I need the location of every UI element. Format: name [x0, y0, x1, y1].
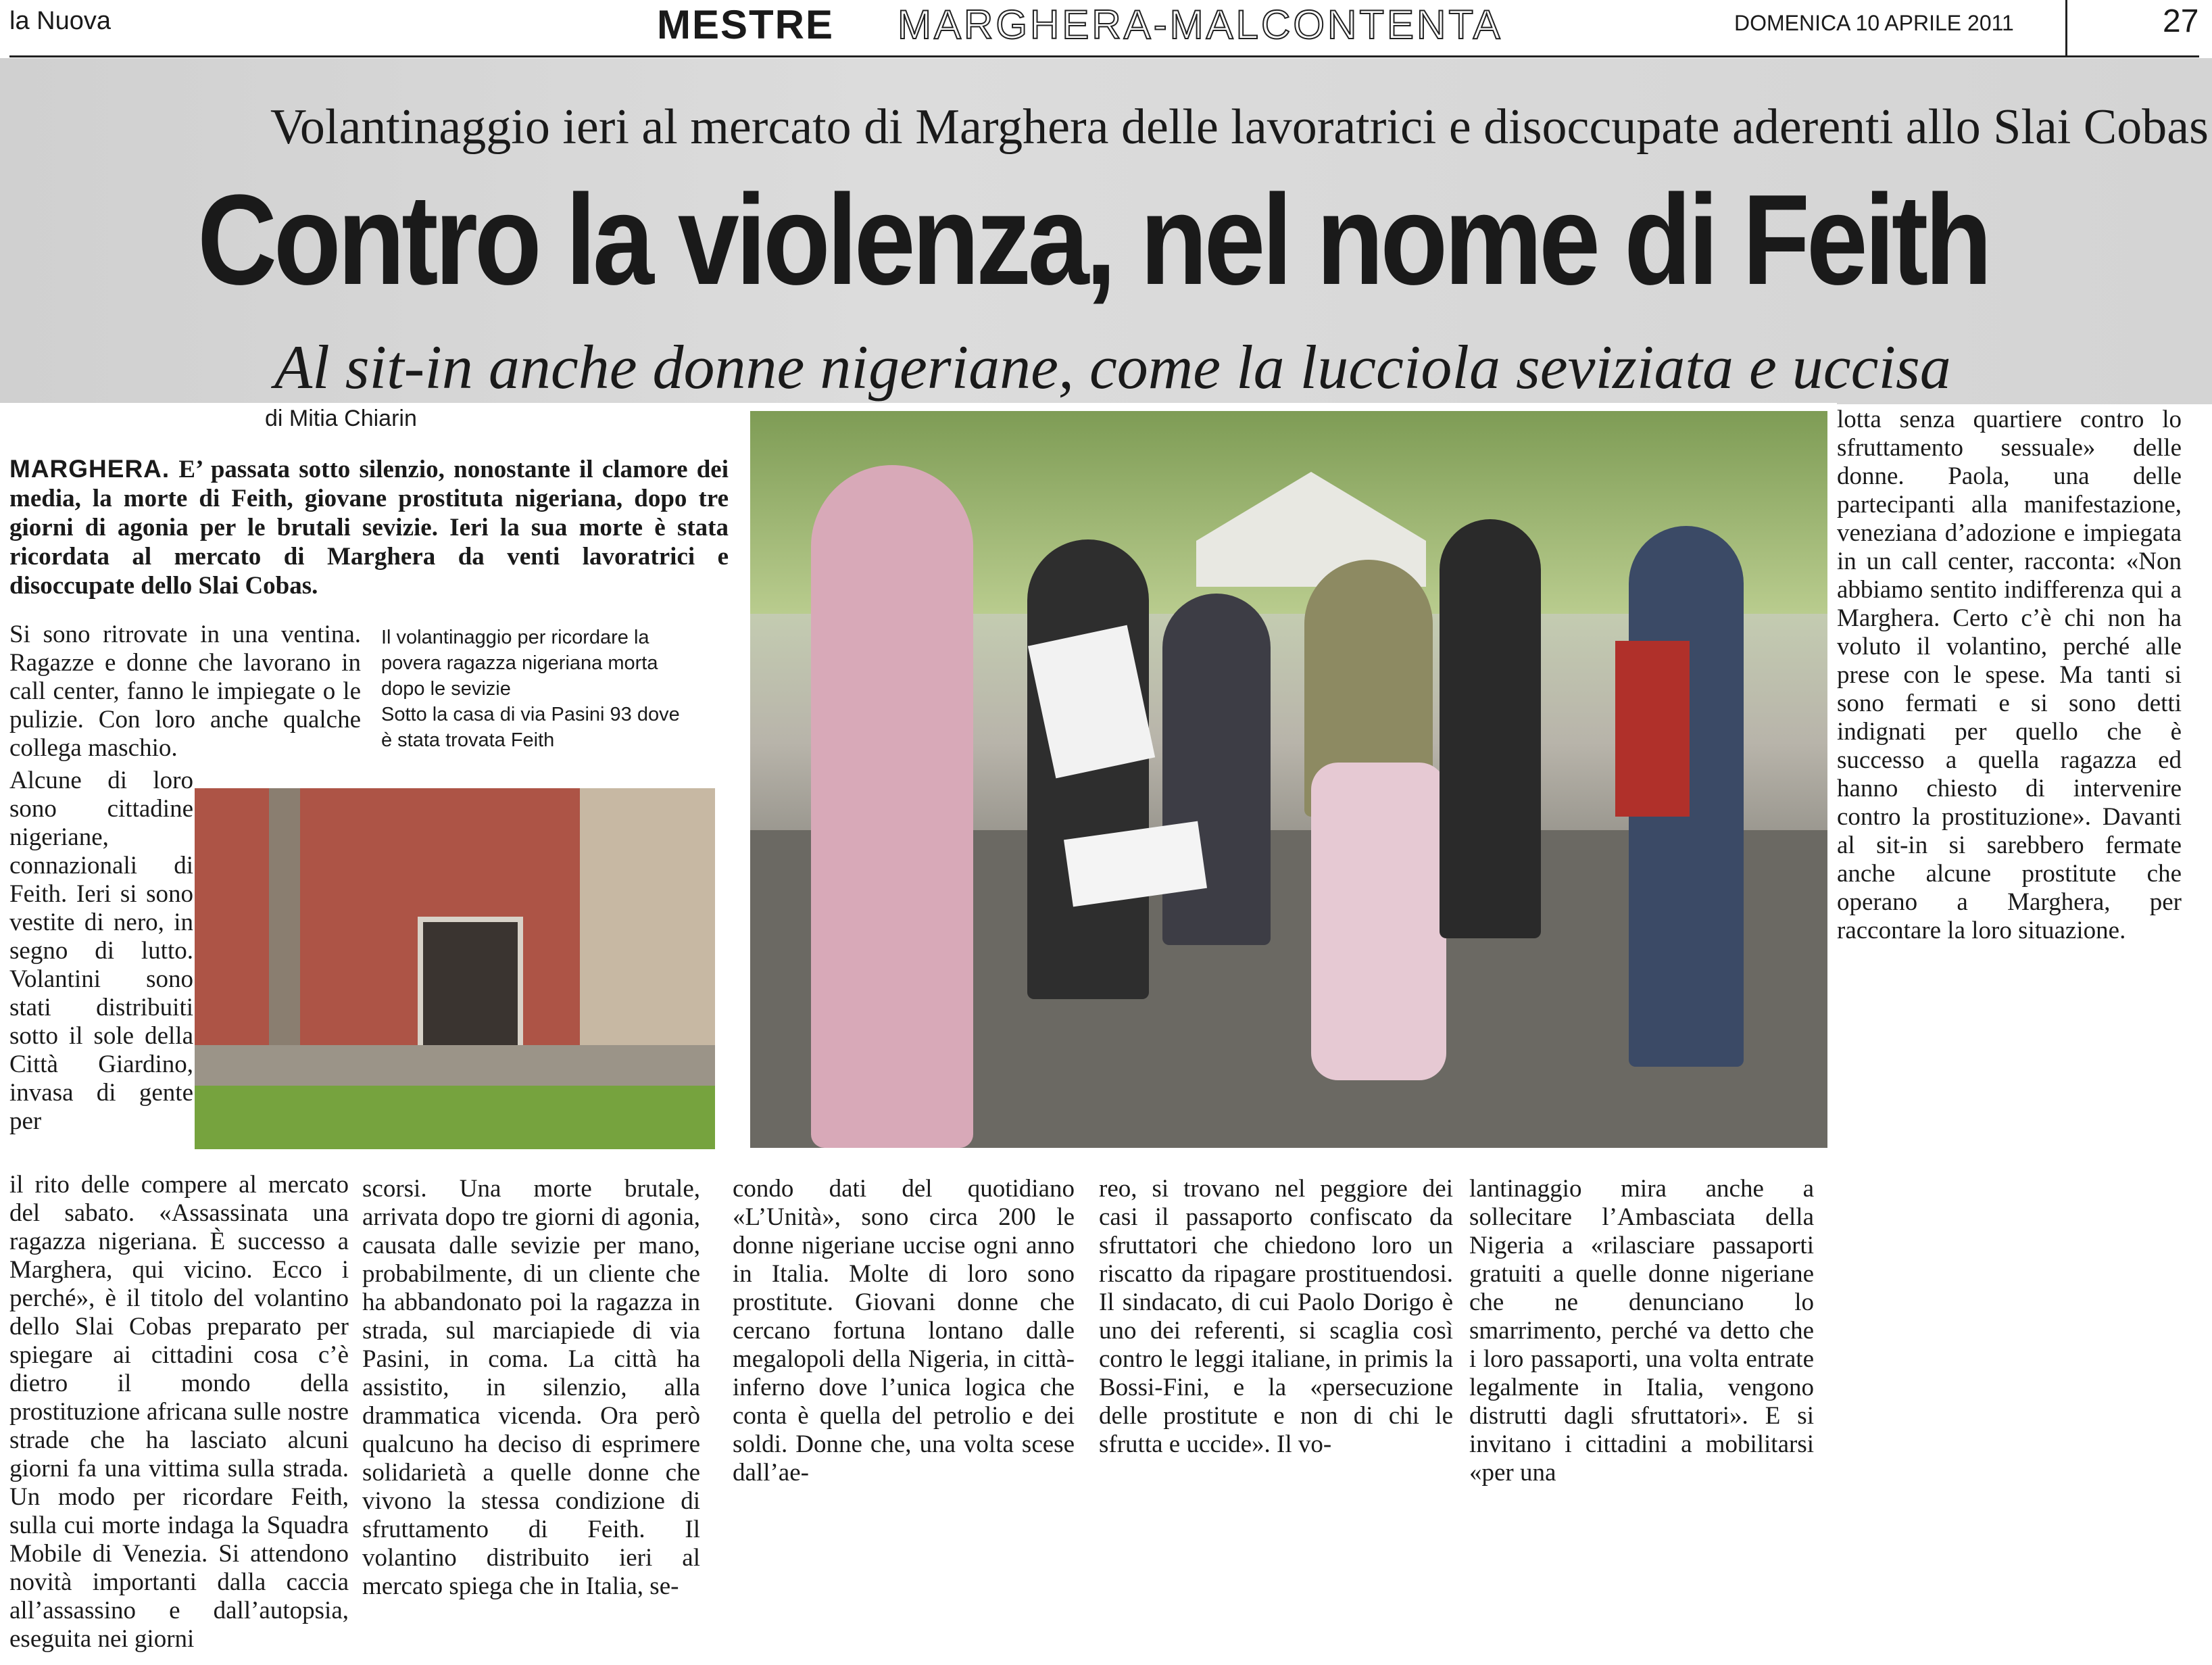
- photo-building-via-pasini: [195, 788, 715, 1149]
- photo-red-top: [1615, 641, 1690, 817]
- article-subheadline: Al sit-in anche donne nigeriane, come la lucciola seviziata e uccisa: [274, 333, 1951, 402]
- masthead-divider: [2065, 0, 2067, 55]
- body-column-5: lantinaggio mira anche a sollecitare l’Ambasciata della Nigeria a «rilasciare passaporti gratuiti a quelle donne nigeriane che ne denunciano lo smarrimento, perché va detto che i loro passaporti, una volta entrate legalmente in Italia, vengono distrutti dagli sfruttatori». E si invitano i cittadini a mobilitarsi «per una: [1469, 1175, 1814, 1487]
- photo-plinth: [195, 1045, 715, 1086]
- newspaper-name: la Nuova: [9, 7, 111, 35]
- body-column-right: lotta senza quartiere contro lo sfruttamento sessuale» delle donne. Paola, una delle partecipanti alla manifestazione, veneziana d’adozione e impiegata in un call center, racconta: «Non abbiamo sentito indifferenza qui a Marghera. Certo c’è chi non ha voluto il volantino, perché alle prese con le spese. Ma tanti si sono fermati e si sono detti indignati per quello che è successo a quella ragazza ed hanno chiesto di intervenire contro la prostituzione». Davanti al sit-in si sarebbero fermate anche alcune prostitute che operano a Marghera, per raccontare la loro situazione.: [1837, 406, 2182, 944]
- section-title: MESTRE: [657, 2, 835, 47]
- masthead-rule: [9, 55, 2199, 57]
- dateline: MARGHERA.: [9, 455, 170, 483]
- photo-woman-black: [1440, 519, 1541, 938]
- photo-stroller: [1311, 763, 1446, 1080]
- body-column-1-bottom: il rito delle compere al mercato del sabato. «Assassinata una ragazza nigeriana. È successo a Marghera, qui vicino. Ecco i perché», è il titolo del volantino dello Slai Cobas preparato per spiegare ai cittadini cosa c’è dietro il mondo della prostituzione africana sulle nostre strade che ha lasciato alcuni giorni fa una vittima sulla strada. Un modo per ricordare Feith, sulla cui morte indaga la Squadra Mobile di Venezia. Si attendono novità importanti dalla caccia all’assassino e dall’autopsia, eseguita nei giorni: [9, 1171, 349, 1653]
- caption-main-photo: Il volantinaggio per ricordare la povera ragazza nigeriana morta dopo le sevizie: [381, 627, 658, 700]
- article-headline: Contro la violenza, nel nome di Feith: [197, 168, 1989, 312]
- body-column-3: condo dati del quotidiano «L’Unità», sono circa 200 le donne nigeriane uccise ogni anno in Italia. Molte di loro sono prostitute. Giovani donne che cercano fortuna lontano dalle megalopoli della Nigeria, in città-inferno dove l’unica logica che conta è quella del petrolio e dei soldi. Donne che, una volta scese dall’ae-: [733, 1175, 1075, 1487]
- subsection-title: MARGHERA-MALCONTENTA: [898, 2, 1503, 47]
- photo-wall-side: [580, 788, 715, 1045]
- publication-date: DOMENICA 10 APRILE 2011: [1734, 11, 2014, 35]
- body-column-1-narrow: Alcune di loro sono cittadine nigeriane, connazionali di Feith. Ieri si sono vestite di nero, in segno di lutto. Volantini sono stati distribuiti sotto il sole della Città Giardino, invasa di gente per: [9, 767, 193, 1135]
- article-lead: [9, 454, 729, 600]
- lead-text: E’ passata sotto silenzio, nonostante il clamore dei media, la morte di Feith, giovane prostituta nigeriana, dopo tre giorni di agonia per le brutali sevizie. Ieri la sua morte è stata ricordata al mercato di Marghera da venti lavoratrici e disoccupate dello Slai Cobas.: [9, 456, 729, 600]
- photo-grass: [195, 1086, 715, 1149]
- photo-caption: [381, 625, 692, 753]
- body-column-1-top: Si sono ritrovate in una ventina. Ragazze e donne che lavorano in call center, fanno le impiegate o le pulizie. Con loro anche qualche collega maschio.: [9, 621, 361, 762]
- page-number: 27: [2163, 3, 2199, 39]
- photo-woman-pink-jacket: [811, 465, 973, 1148]
- photo-market-leafleting: [750, 411, 1827, 1148]
- byline: di Mitia Chiarin: [265, 406, 417, 431]
- caption-small-photo: Sotto la casa di via Pasini 93 dove è stata trovata Feith: [381, 704, 680, 751]
- body-column-2: scorsi. Una morte brutale, arrivata dopo tre giorni di agonia, causata dalle sevizie per mano, probabilmente, di un cliente che ha abbandonato poi la ragazza in strada, sul marciapiede di via Pasini, in coma. La città ha assistito, in silenzio, alla drammatica vicenda. Ora però qualcuno ha deciso di esprimere solidarietà a quelle donne che vivono la stessa condizione di sfruttamento di Feith. Il volantino distribuito ieri al mercato spiega che in Italia, se-: [362, 1175, 700, 1600]
- article-kicker: Volantinaggio ieri al mercato di Marghera delle lavoratrici e disoccupate aderenti allo Slai Cobas: [270, 99, 2209, 155]
- body-column-4: reo, si trovano nel peggiore dei casi il passaporto confiscato da sfruttatori che chiedono loro un riscatto da ripagare prostituendosi. Il sindacato, di cui Paolo Dorigo è uno dei referenti, si scaglia così contro le leggi italiane, in primis la Bossi-Fini, e la «persecuzione delle prostitute e non di chi le sfrutta e uccide». Il vo-: [1099, 1175, 1453, 1458]
- photo-woman-grey-hair: [1162, 594, 1271, 945]
